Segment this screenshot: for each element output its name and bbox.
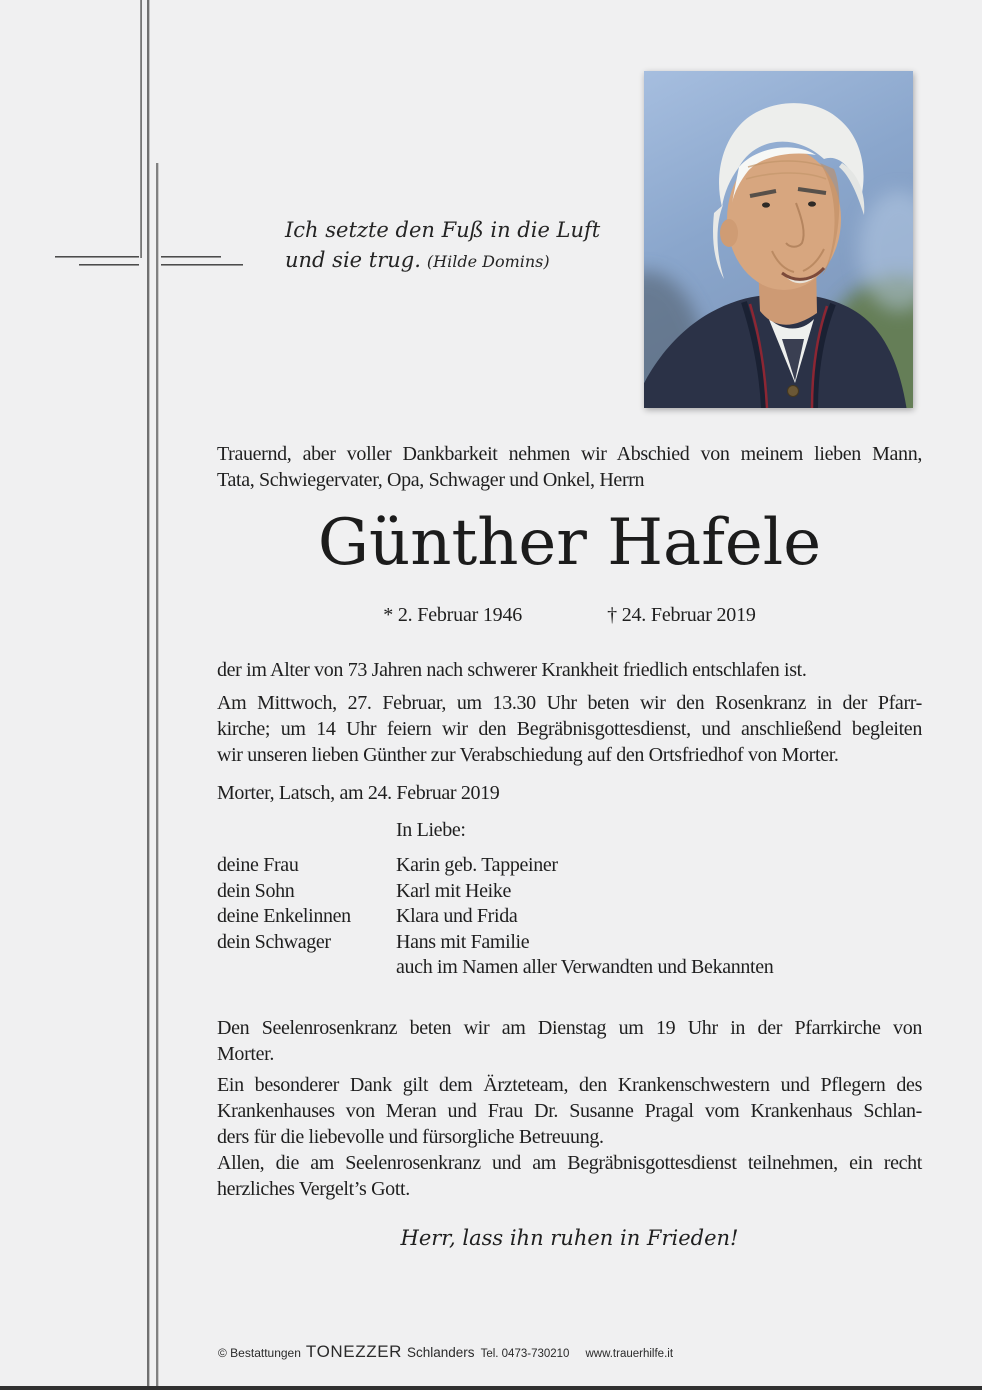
family-names: Karin geb. Tappeiner — [396, 854, 558, 876]
family-list — [217, 853, 922, 981]
footer-phone: Tel. 0473-730210 — [480, 1348, 570, 1360]
family-relation: deine Frau — [217, 854, 299, 876]
family-row — [217, 853, 922, 879]
thanks-line: Krankenhauses von Meran und Frau Dr. Susanne Pragal vom Krankenhaus Schlan- — [217, 1100, 922, 1122]
family-relation — [217, 955, 396, 981]
family-relation: dein Schwager — [217, 930, 331, 953]
portrait-photo — [644, 71, 913, 408]
thanks-line: Ein besonderer Dank gilt dem Ärzteteam, den Krankenschwestern und Pflegern des — [217, 1074, 922, 1096]
rosary-line: Morter. — [217, 1043, 274, 1065]
cross-vertical-line-1 — [140, 0, 142, 258]
family-names: Klara und Frida — [396, 905, 518, 927]
family-names: Hans mit Familie — [396, 930, 530, 953]
attendance-line: Allen, die am Seelenrosenkranz und am Begräbnisgottesdienst teilnehmen, ein recht — [217, 1152, 922, 1174]
place-date-line: Morter, Latsch, am 24. Februar 2019 — [217, 782, 500, 804]
page-bottom-edge — [0, 1386, 982, 1390]
family-row — [217, 955, 922, 981]
life-dates — [217, 604, 922, 627]
footer-location: Schlanders — [407, 1345, 475, 1360]
family-row — [217, 879, 922, 905]
service-line: wir unseren lieben Günther zur Verabschiedung auf den Ortsfriedhof von Morter. — [217, 744, 839, 766]
attendance-paragraph — [217, 1150, 922, 1202]
service-line: kirche; um 14 Uhr feiern wir den Begräbnisgottesdienst, und anschließend begleiten — [217, 718, 922, 740]
family-row — [217, 904, 922, 930]
deceased-name: Günther Hafele — [317, 506, 822, 580]
family-names: Karl mit Heike — [396, 879, 512, 902]
birth-date: * 2. Februar 1946 — [383, 604, 523, 626]
footer-website: www.trauerhilfe.it — [585, 1348, 674, 1360]
thanks-line: ders für die liebevolle und fürsorgliche Betreuung. — [217, 1126, 604, 1148]
intro-paragraph — [217, 441, 922, 493]
cross-vertical-line-2 — [147, 0, 150, 1390]
funeral-home-footer — [218, 1342, 673, 1362]
cross-horizontal-line-1-right — [161, 256, 221, 258]
cross-horizontal-line-1-left — [55, 256, 139, 258]
quote-line-2: und sie trug. (Hilde Domins) — [285, 248, 550, 272]
service-line: Am Mittwoch, 27. Februar, um 13.30 Uhr beten wir den Rosenkranz in der Pfarr- — [217, 692, 922, 714]
family-row — [217, 930, 922, 956]
memorial-quote — [285, 215, 600, 277]
death-date: † 24. Februar 2019 — [607, 604, 756, 626]
intro-line: Trauernd, aber voller Dankbarkeit nehmen wir Abschied von meinem lieben Mann, — [217, 443, 922, 465]
closing-prayer: Herr, lass ihn ruhen in Frieden! — [400, 1226, 739, 1250]
family-relation: dein Sohn — [217, 879, 295, 902]
attendance-line: herzliches Vergelt’s Gott. — [217, 1178, 410, 1200]
rosary-line: Den Seelenrosenkranz beten wir am Dienstag um 19 Uhr in der Pfarrkirche von — [217, 1017, 922, 1039]
footer-copyright: © Bestattungen — [218, 1346, 301, 1360]
intro-line: Tata, Schwiegervater, Opa, Schwager und Onkel, Herrn — [217, 469, 645, 491]
footer-brand: TONEZZER — [305, 1342, 403, 1361]
thanks-paragraph — [217, 1072, 922, 1150]
quote-attribution: (Hilde Domins) — [426, 252, 550, 271]
quote-line-1: Ich setzte den Fuß in die Luft — [285, 218, 601, 242]
family-relation: deine Enkelinnen — [217, 905, 351, 927]
family-names: auch im Namen aller Verwandten und Bekannten — [396, 956, 774, 978]
cross-vertical-line-3 — [156, 163, 159, 1390]
service-paragraph — [217, 690, 922, 768]
cross-horizontal-line-2-left — [79, 264, 139, 266]
rosary-paragraph — [217, 1015, 922, 1067]
cross-horizontal-line-2-right — [161, 264, 243, 266]
age-paragraph: der im Alter von 73 Jahren nach schwerer Krankheit friedlich entschlafen ist. — [217, 659, 807, 681]
in-love-line: In Liebe: — [396, 819, 466, 841]
